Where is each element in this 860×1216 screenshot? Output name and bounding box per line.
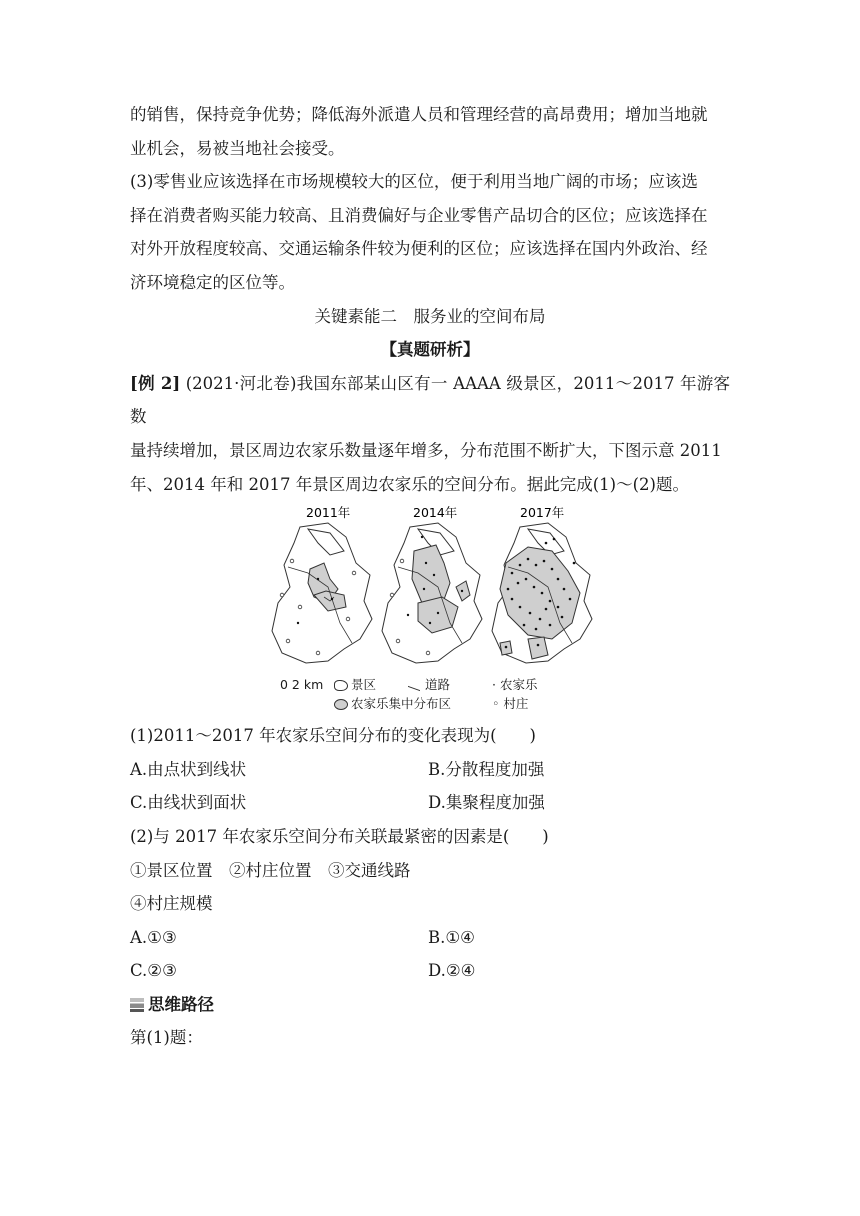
heading-marker-icon bbox=[130, 998, 144, 1012]
legend-scale: 0 2 km bbox=[280, 677, 324, 693]
question-2-stem: (2)与 2017 年农家乐空间分布关联最紧密的因素是( ) bbox=[130, 826, 549, 846]
question-1-options-row bbox=[130, 753, 730, 787]
answer-text-line: 的销售，保持竞争优势；降低海外派遣人员和管理经营的高昂费用；增加当地就 bbox=[130, 105, 708, 124]
question-1-stem: (1)2011～2017 年农家乐空间分布的变化表现为( ) bbox=[130, 726, 536, 746]
map-figure bbox=[130, 503, 730, 719]
option-c: C.②③ bbox=[130, 961, 177, 981]
answer-text-line: 业机会，易被当地社会接受。 bbox=[130, 138, 345, 158]
legend-road: 道路 bbox=[408, 675, 450, 694]
part3-text-line: 对外开放程度较高、交通运输条件较为便利的区位；应该选择在国内外政治、经 bbox=[130, 239, 708, 259]
option-a: A.①③ bbox=[130, 927, 177, 947]
legend-village: ◦ 村庄 bbox=[492, 696, 529, 712]
road-icon bbox=[408, 680, 420, 691]
map-title-2017: 2017年 bbox=[520, 505, 565, 521]
option-d: D.②④ bbox=[428, 961, 476, 981]
map-title-2014: 2014年 bbox=[413, 505, 458, 521]
option-b: B.分散程度加强 bbox=[428, 759, 545, 779]
part3-text-line: 济环境稳定的区位等。 bbox=[130, 272, 295, 292]
map-figure-svg bbox=[268, 503, 598, 673]
option-a: A.由点状到线状 bbox=[130, 759, 247, 779]
part3-text-line: 择在消费者购买能力较高、且消费偏好与企业零售产品切合的区位；应该选择在 bbox=[130, 205, 708, 225]
section-title: 关键素能二 服务业的空间布局 bbox=[314, 306, 546, 326]
scenic-area-icon bbox=[334, 680, 348, 691]
thinking-first-line: 第(1)题： bbox=[130, 1028, 203, 1048]
legend-farmhouse: · 农家乐 bbox=[492, 677, 538, 693]
map-2017 bbox=[492, 523, 592, 663]
question-1-options-row bbox=[130, 786, 730, 820]
example-line: 年、2014 年和 2017 年景区周边农家乐的空间分布。据此完成(1)～(2)题。 bbox=[130, 474, 689, 494]
option-d: D.集聚程度加强 bbox=[428, 793, 545, 813]
example-text: (2021·河北卷)我国东部某山区有一 AAAA 级景区，2011～2017 年游客数 bbox=[130, 373, 731, 427]
example-label: [例 2] bbox=[130, 373, 181, 393]
map-title-2011: 2011年 bbox=[306, 505, 351, 521]
question-2-options-row bbox=[130, 954, 730, 988]
legend-cluster: 农家乐集中分布区 bbox=[334, 694, 451, 713]
map-2011 bbox=[272, 523, 372, 663]
legend-scenic: 景区 bbox=[334, 675, 376, 694]
option-b: B.①④ bbox=[428, 927, 475, 947]
cluster-area-icon bbox=[334, 699, 348, 710]
question-2-factors: ④村庄规模 bbox=[130, 894, 213, 914]
example-line: 量持续增加，景区周边农家乐数量逐年增多，分布范围不断扩大，下图示意 2011 bbox=[130, 440, 722, 460]
document-page bbox=[130, 98, 730, 1055]
thinking-heading: 思维路径 bbox=[130, 988, 730, 1022]
subsection-title: 【真题研析】 bbox=[380, 340, 480, 360]
part3-text-line: (3)零售业应该选择在市场规模较大的区位，便于利用当地广阔的市场；应该选 bbox=[130, 172, 698, 192]
question-2-factors: ①景区位置 ②村庄位置 ③交通线路 bbox=[130, 860, 411, 880]
example-line bbox=[130, 367, 730, 434]
question-2-options-row bbox=[130, 921, 730, 955]
map-2014 bbox=[382, 523, 482, 663]
option-c: C.由线状到面状 bbox=[130, 793, 247, 813]
